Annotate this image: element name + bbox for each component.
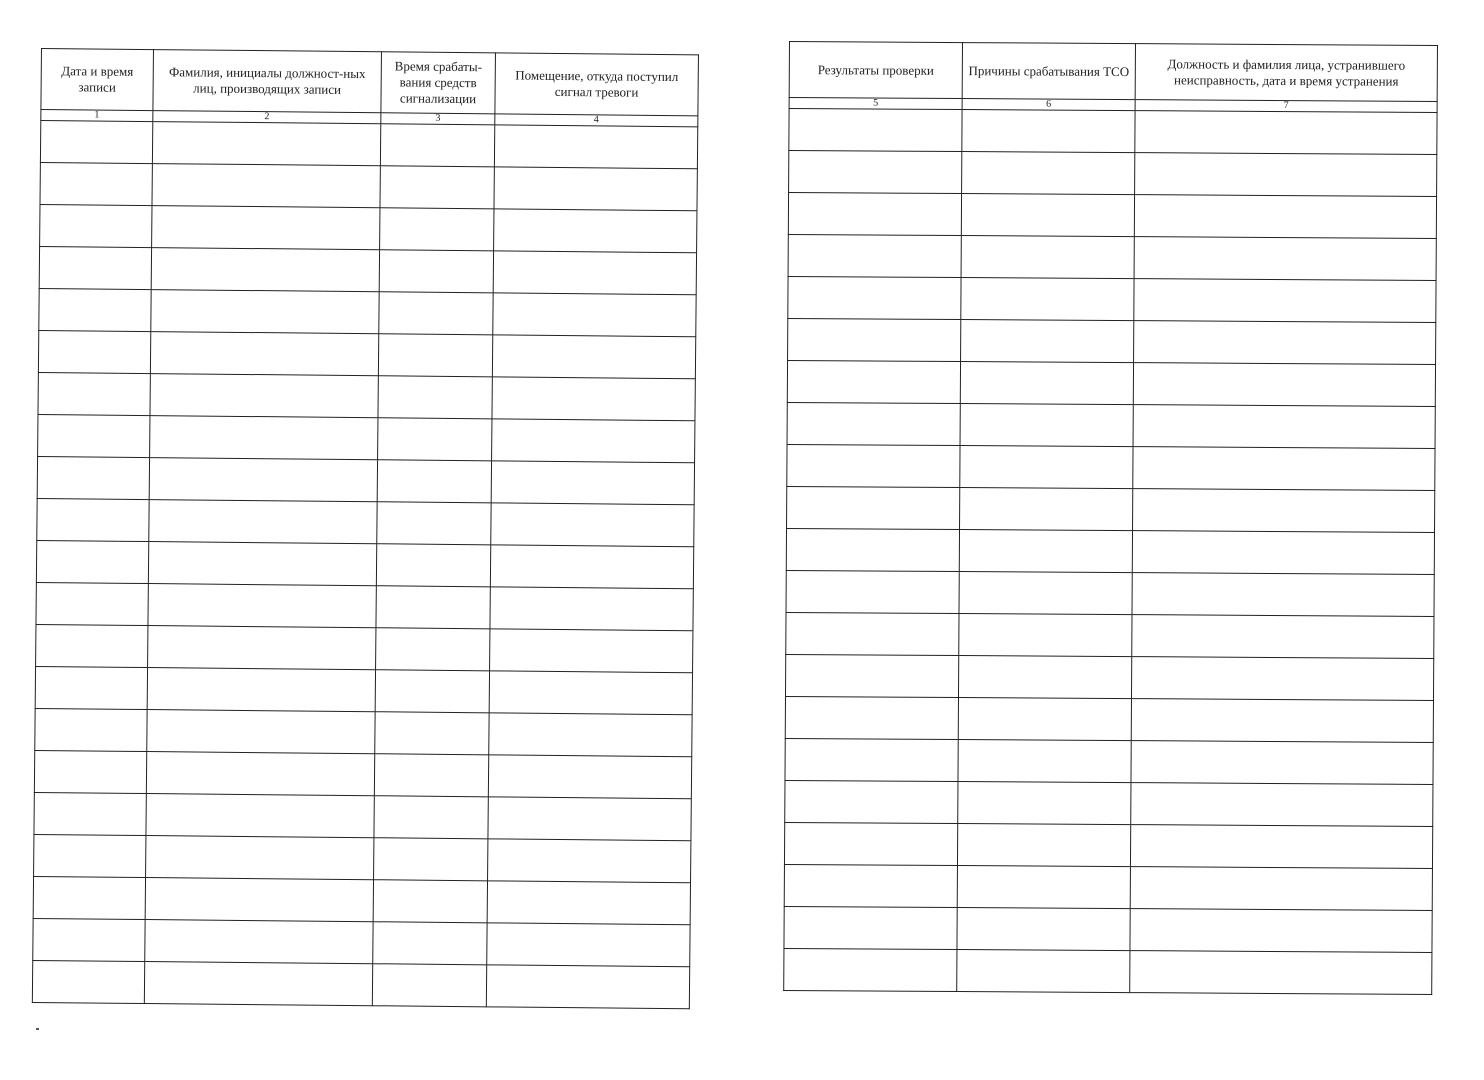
blank-entry-cell[interactable] — [785, 654, 958, 697]
blank-entry-cell[interactable] — [372, 964, 486, 1007]
blank-entry-cell[interactable] — [1134, 321, 1436, 365]
blank-entry-cell[interactable] — [35, 708, 147, 751]
blank-entry-cell[interactable] — [958, 698, 1131, 741]
blank-entry-cell[interactable] — [1132, 531, 1434, 575]
table-row — [784, 948, 1432, 994]
blank-entry-cell[interactable] — [379, 292, 493, 335]
blank-entry-cell[interactable] — [1130, 951, 1432, 995]
blank-entry-cell[interactable] — [152, 164, 380, 208]
table-row — [786, 612, 1434, 658]
blank-entry-cell[interactable] — [375, 712, 489, 755]
blank-entry-cell[interactable] — [787, 360, 960, 403]
blank-entry-cell[interactable] — [38, 414, 150, 457]
blank-entry-cell[interactable] — [960, 362, 1133, 405]
table-row — [786, 528, 1434, 574]
blank-entry-cell[interactable] — [958, 740, 1131, 783]
blank-entry-cell[interactable] — [40, 162, 152, 205]
blank-entry-cell[interactable] — [962, 110, 1135, 153]
blank-entry-cell[interactable] — [150, 332, 378, 376]
blank-entry-cell[interactable] — [788, 276, 961, 319]
scan-speck — [36, 1028, 39, 1030]
blank-entry-cell[interactable] — [148, 626, 376, 670]
blank-entry-cell[interactable] — [494, 209, 697, 253]
blank-entry-cell[interactable] — [959, 614, 1132, 657]
blank-entry-cell[interactable] — [149, 500, 377, 544]
blank-entry-cell[interactable] — [150, 416, 378, 460]
blank-entry-cell[interactable] — [787, 486, 960, 529]
blank-entry-cell[interactable] — [788, 234, 961, 277]
blank-entry-cell[interactable] — [380, 208, 494, 251]
journal-body-left — [32, 121, 697, 1009]
blank-entry-cell[interactable] — [37, 498, 149, 541]
blank-entry-cell[interactable] — [150, 374, 378, 418]
blank-entry-cell[interactable] — [147, 668, 375, 712]
blank-entry-cell[interactable] — [486, 965, 689, 1009]
blank-entry-cell[interactable] — [151, 248, 379, 292]
blank-entry-cell[interactable] — [789, 109, 962, 152]
blank-entry-cell[interactable] — [957, 824, 1130, 867]
blank-entry-cell[interactable] — [377, 502, 491, 545]
journal-table-right — [783, 41, 1438, 995]
blank-entry-cell[interactable] — [784, 906, 957, 949]
table-row — [39, 288, 696, 336]
blank-entry-cell[interactable] — [1131, 741, 1433, 785]
blank-entry-cell[interactable] — [487, 923, 690, 967]
table-row — [789, 151, 1437, 197]
blank-entry-cell[interactable] — [959, 530, 1132, 573]
table-row — [34, 834, 691, 882]
table-row — [788, 276, 1436, 322]
table-row — [788, 193, 1436, 239]
blank-entry-cell[interactable] — [1131, 657, 1433, 701]
blank-entry-cell[interactable] — [374, 754, 488, 797]
blank-entry-cell[interactable] — [785, 780, 958, 823]
blank-entry-cell[interactable] — [961, 320, 1134, 363]
blank-entry-cell[interactable] — [961, 236, 1134, 279]
table-row — [788, 234, 1436, 280]
blank-entry-cell[interactable] — [376, 586, 490, 629]
blank-entry-cell[interactable] — [788, 318, 961, 361]
blank-entry-cell[interactable] — [148, 542, 376, 586]
table-row — [784, 906, 1432, 952]
blank-entry-cell[interactable] — [1135, 111, 1437, 155]
table-row — [788, 318, 1436, 364]
table-row — [785, 780, 1433, 826]
table-row — [785, 738, 1433, 784]
table-row — [35, 708, 692, 756]
blank-entry-cell[interactable] — [487, 881, 690, 925]
blank-entry-cell[interactable] — [784, 822, 957, 865]
blank-entry-cell[interactable] — [380, 124, 494, 167]
blank-entry-cell[interactable] — [1130, 867, 1432, 911]
blank-entry-cell[interactable] — [147, 710, 375, 754]
blank-entry-cell[interactable] — [785, 738, 958, 781]
table-row — [39, 246, 696, 294]
blank-entry-cell[interactable] — [1132, 615, 1434, 659]
header-repair-person: Должность и фамилия лица, устранившего неисправность, дата и время устранения — [1135, 44, 1437, 102]
blank-entry-cell[interactable] — [961, 194, 1134, 237]
blank-entry-cell[interactable] — [1134, 195, 1436, 239]
blank-entry-cell[interactable] — [957, 908, 1130, 951]
blank-entry-cell[interactable] — [151, 290, 379, 334]
table-row — [36, 624, 693, 672]
blank-entry-cell[interactable] — [39, 246, 151, 289]
blank-entry-cell[interactable] — [375, 670, 489, 713]
table-row — [784, 822, 1432, 868]
table-row — [785, 654, 1433, 700]
blank-entry-cell[interactable] — [40, 204, 152, 247]
blank-entry-cell[interactable] — [373, 880, 487, 923]
blank-entry-cell[interactable] — [957, 866, 1130, 909]
blank-entry-cell[interactable] — [39, 288, 151, 331]
table-row — [37, 498, 694, 546]
blank-entry-cell[interactable] — [152, 206, 380, 250]
column-number: 6 — [962, 99, 1135, 111]
blank-entry-cell[interactable] — [1133, 363, 1435, 407]
blank-entry-cell[interactable] — [1131, 699, 1433, 743]
table-row — [34, 750, 691, 798]
blank-entry-cell[interactable] — [1133, 447, 1435, 491]
blank-entry-cell[interactable] — [146, 752, 374, 796]
blank-entry-cell[interactable] — [1134, 237, 1436, 281]
blank-entry-cell[interactable] — [492, 377, 695, 421]
table-row — [787, 444, 1435, 490]
blank-entry-cell[interactable] — [1133, 489, 1435, 533]
header-tso-causes: Причины срабатывания ТСО — [962, 43, 1135, 100]
blank-entry-cell[interactable] — [490, 545, 693, 589]
blank-entry-cell[interactable] — [488, 797, 691, 841]
blank-entry-cell[interactable] — [377, 460, 491, 503]
header-date-time: Дата и время записи — [41, 49, 154, 111]
blank-entry-cell[interactable] — [488, 755, 691, 799]
blank-entry-cell[interactable] — [1135, 153, 1437, 197]
blank-entry-cell[interactable] — [491, 503, 694, 547]
blank-entry-cell[interactable] — [1133, 405, 1435, 449]
blank-entry-cell[interactable] — [491, 461, 694, 505]
header-alarm-room: Помещение, откуда поступил сигнал тревоги — [495, 53, 699, 116]
blank-entry-cell[interactable] — [493, 293, 696, 337]
blank-entry-cell[interactable] — [489, 671, 692, 715]
blank-entry-cell[interactable] — [961, 278, 1134, 321]
blank-entry-cell[interactable] — [145, 878, 373, 922]
table-row — [787, 402, 1435, 448]
table-row — [38, 414, 695, 462]
blank-entry-cell[interactable] — [787, 444, 960, 487]
blank-entry-cell[interactable] — [38, 330, 150, 373]
table-row — [786, 570, 1434, 616]
blank-entry-cell[interactable] — [145, 920, 373, 964]
blank-entry-cell[interactable] — [492, 419, 695, 463]
blank-entry-cell[interactable] — [34, 750, 146, 793]
table-row — [38, 372, 695, 420]
table-row — [37, 456, 694, 504]
blank-entry-cell[interactable] — [378, 376, 492, 419]
blank-entry-cell[interactable] — [37, 456, 149, 499]
blank-entry-cell[interactable] — [374, 796, 488, 839]
blank-entry-cell[interactable] — [788, 193, 961, 236]
blank-entry-cell[interactable] — [146, 836, 374, 880]
journal-table-left — [32, 48, 699, 1009]
blank-entry-cell[interactable] — [1131, 783, 1433, 827]
column-number: 4 — [495, 114, 698, 127]
table-row — [36, 582, 693, 630]
blank-entry-cell[interactable] — [374, 838, 488, 881]
blank-entry-cell[interactable] — [38, 372, 150, 415]
header-officials-names: Фамилия, инициалы должност-ных лиц, производящих записи — [153, 50, 382, 113]
blank-entry-cell[interactable] — [36, 540, 148, 583]
blank-entry-cell[interactable] — [36, 624, 148, 667]
blank-entry-cell[interactable] — [376, 628, 490, 671]
blank-entry-cell[interactable] — [488, 839, 691, 883]
column-number: 5 — [789, 98, 962, 110]
blank-entry-cell[interactable] — [33, 876, 145, 919]
table-row — [787, 486, 1435, 532]
column-number: 7 — [1135, 100, 1437, 113]
blank-entry-cell[interactable] — [785, 696, 958, 739]
blank-entry-cell[interactable] — [958, 656, 1131, 699]
table-row — [32, 960, 689, 1008]
blank-entry-cell[interactable] — [144, 962, 372, 1006]
blank-entry-cell[interactable] — [380, 166, 494, 209]
blank-entry-cell[interactable] — [1134, 279, 1436, 323]
blank-entry-cell[interactable] — [36, 582, 148, 625]
header-alarm-time: Время срабаты-вания средств сигнализации — [381, 52, 496, 114]
blank-entry-cell[interactable] — [40, 121, 152, 164]
blank-entry-cell[interactable] — [494, 125, 697, 169]
blank-entry-cell[interactable] — [1132, 573, 1434, 617]
blank-entry-cell[interactable] — [33, 918, 145, 961]
blank-entry-cell[interactable] — [1130, 825, 1432, 869]
column-number: 2 — [153, 111, 381, 124]
table-row — [33, 876, 690, 924]
table-row — [33, 918, 690, 966]
table-row — [34, 792, 691, 840]
blank-entry-cell[interactable] — [960, 404, 1133, 447]
table-row — [38, 330, 695, 378]
blank-entry-cell[interactable] — [35, 666, 147, 709]
blank-entry-cell[interactable] — [786, 612, 959, 655]
table-row — [40, 121, 697, 169]
blank-entry-cell[interactable] — [490, 629, 693, 673]
blank-entry-cell[interactable] — [1130, 909, 1432, 953]
blank-entry-cell[interactable] — [784, 864, 957, 907]
journal-body-right — [784, 109, 1437, 995]
blank-entry-cell[interactable] — [490, 587, 693, 631]
blank-entry-cell[interactable] — [787, 402, 960, 445]
blank-entry-cell[interactable] — [786, 528, 959, 571]
column-number: 3 — [381, 113, 495, 125]
table-row — [789, 109, 1437, 155]
blank-entry-cell[interactable] — [960, 488, 1133, 531]
blank-entry-cell[interactable] — [378, 418, 492, 461]
blank-entry-cell[interactable] — [379, 250, 493, 293]
header-row — [789, 42, 1437, 102]
column-number: 1 — [41, 110, 153, 122]
blank-entry-cell[interactable] — [34, 792, 146, 835]
header-row — [41, 49, 699, 116]
blank-entry-cell[interactable] — [492, 335, 695, 379]
blank-entry-cell[interactable] — [34, 834, 146, 877]
blank-entry-cell[interactable] — [494, 167, 697, 211]
blank-entry-cell[interactable] — [786, 570, 959, 613]
blank-entry-cell[interactable] — [958, 782, 1131, 825]
table-row — [787, 360, 1435, 406]
blank-entry-cell[interactable] — [489, 713, 692, 757]
header-check-results: Результаты проверки — [789, 42, 962, 99]
table-row — [40, 204, 697, 252]
table-row — [785, 696, 1433, 742]
table-row — [784, 864, 1432, 910]
blank-entry-cell[interactable] — [789, 151, 962, 194]
blank-entry-cell[interactable] — [960, 446, 1133, 489]
table-row — [35, 666, 692, 714]
blank-entry-cell[interactable] — [32, 960, 144, 1003]
blank-entry-cell[interactable] — [149, 458, 377, 502]
blank-entry-cell[interactable] — [373, 922, 487, 965]
blank-entry-cell[interactable] — [376, 544, 490, 587]
blank-entry-cell[interactable] — [957, 950, 1130, 993]
blank-entry-cell[interactable] — [148, 584, 376, 628]
blank-entry-cell[interactable] — [959, 572, 1132, 615]
blank-entry-cell[interactable] — [962, 152, 1135, 195]
blank-entry-cell[interactable] — [784, 948, 957, 991]
blank-entry-cell[interactable] — [146, 794, 374, 838]
table-row — [36, 540, 693, 588]
blank-entry-cell[interactable] — [493, 251, 696, 295]
blank-entry-cell[interactable] — [378, 334, 492, 377]
table-row — [40, 162, 697, 210]
blank-entry-cell[interactable] — [152, 122, 380, 166]
